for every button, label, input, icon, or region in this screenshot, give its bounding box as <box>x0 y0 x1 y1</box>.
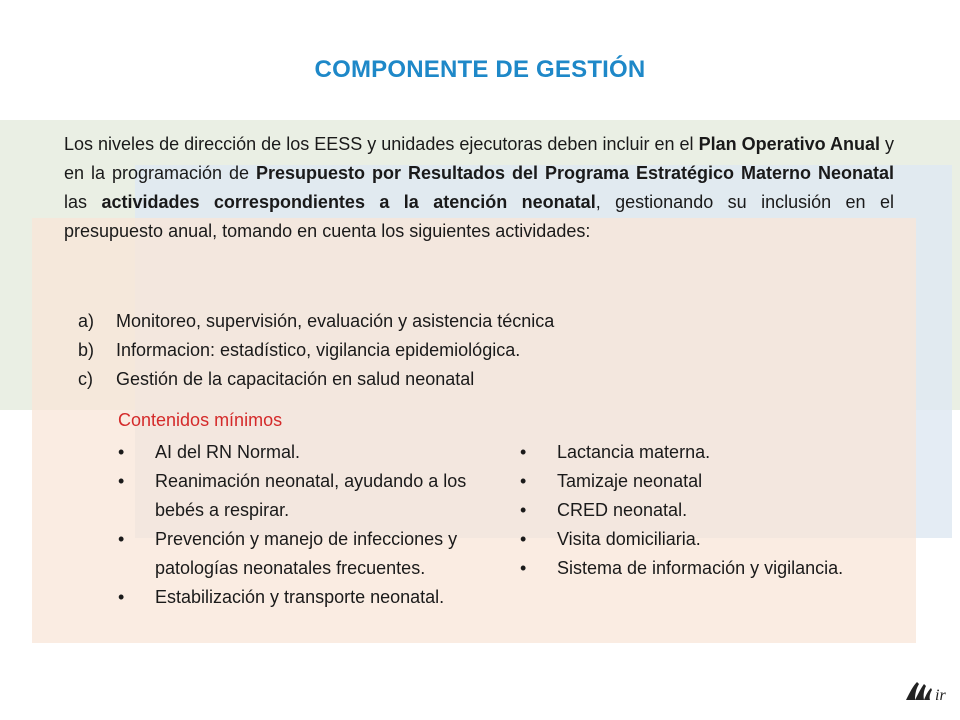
bullet-icon: • <box>118 587 125 607</box>
intro-bold-actividades: actividades correspondientes a la atención neonatal <box>101 192 596 212</box>
list-item-text: Visita domiciliaria. <box>557 529 701 549</box>
intro-paragraph <box>64 130 894 246</box>
list-item <box>118 583 518 612</box>
bullet-icon: • <box>118 529 125 549</box>
activities-list <box>78 307 554 394</box>
list-item-text: Estabilización y transporte neonatal. <box>155 587 445 607</box>
bullet-icon: • <box>520 500 527 520</box>
activity-item <box>78 365 554 394</box>
list-item-text: Prevención y manejo de infecciones y patologías neonatales frecuentes. <box>155 529 458 578</box>
activity-marker: a) <box>78 311 95 331</box>
list-item-text: Lactancia materna. <box>557 442 711 462</box>
list-item <box>520 554 920 583</box>
bullet-icon: • <box>520 529 527 549</box>
logo-text: ir <box>935 687 946 704</box>
list-item <box>118 467 518 525</box>
activity-text: Monitoreo, supervisión, evaluación y asistencia técnica <box>116 311 555 331</box>
intro-text-4: , gestionando su inclusión en el presupuesto anual, tomando en cuenta los siguientes actividades: <box>64 192 894 241</box>
list-item <box>118 525 518 583</box>
page-title: COMPONENTE DE GESTIÓN <box>314 56 646 83</box>
intro-text-1: Los niveles de dirección de los EESS y unidades ejecutoras deben incluir en el <box>64 134 699 154</box>
intro-bold-plan: Plan Operativo Anual <box>698 134 880 154</box>
contents-heading: Contenidos mínimos <box>118 410 283 430</box>
bullet-icon: • <box>520 558 527 578</box>
list-item <box>520 467 920 496</box>
activity-marker: c) <box>78 369 93 389</box>
activity-text: Informacion: estadístico, vigilancia epidemiológica. <box>116 340 521 360</box>
list-item-text: AI del RN Normal. <box>155 442 301 462</box>
activity-item <box>78 307 554 336</box>
list-item-text: CRED neonatal. <box>557 500 688 520</box>
contents-list-left <box>118 438 518 612</box>
bullet-icon: • <box>118 471 125 491</box>
list-item-text: Sistema de información y vigilancia. <box>557 558 844 578</box>
intro-text-2: y en la programación de <box>64 134 894 183</box>
list-item-text: Reanimación neonatal, ayudando a los bebés a respirar. <box>155 471 467 520</box>
intro-bold-presupuesto: Presupuesto por Resultados del Programa Estratégico Materno Neonatal <box>256 163 894 183</box>
intro-text-3: las <box>64 192 102 212</box>
contents-list-right <box>520 438 920 583</box>
list-item <box>520 438 920 467</box>
list-item-text: Tamizaje neonatal <box>557 471 703 491</box>
list-item <box>520 496 920 525</box>
activity-item <box>78 336 554 365</box>
bullet-icon: • <box>118 442 125 462</box>
bullet-icon: • <box>520 442 527 462</box>
activity-marker: b) <box>78 340 95 360</box>
list-item <box>520 525 920 554</box>
activity-text: Gestión de la capacitación en salud neonatal <box>116 369 475 389</box>
list-item <box>118 438 518 467</box>
bullet-icon: • <box>520 471 527 491</box>
brand-logo-icon <box>903 676 953 706</box>
